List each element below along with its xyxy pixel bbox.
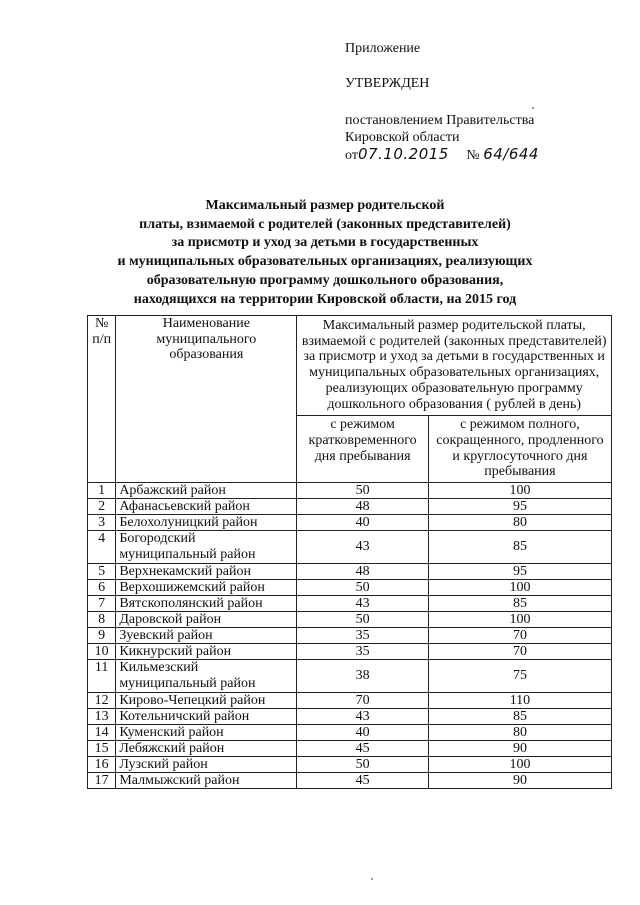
header-short-stay: с режимом кратковременного дня пребывания bbox=[297, 416, 429, 483]
row-short-stay-fee: 43 bbox=[297, 531, 429, 564]
row-number: 6 bbox=[88, 580, 116, 596]
row-short-stay-fee: 50 bbox=[297, 757, 429, 773]
row-number: 10 bbox=[88, 644, 116, 660]
decree-line-2: Кировской области bbox=[345, 130, 460, 145]
row-full-stay-fee: 85 bbox=[428, 596, 611, 612]
row-district-name: Котельничский район bbox=[116, 709, 297, 725]
table-row bbox=[88, 596, 612, 612]
title-line: за присмотр и уход за детьми в государственных bbox=[171, 235, 479, 251]
row-full-stay-fee: 85 bbox=[428, 709, 611, 725]
row-district-name: Белохолуницкий район bbox=[116, 515, 297, 531]
table-row bbox=[88, 773, 612, 789]
row-full-stay-fee: 90 bbox=[428, 741, 611, 757]
row-short-stay-fee: 40 bbox=[297, 515, 429, 531]
header-number-line2: п/п bbox=[92, 331, 112, 347]
date-prefix: от bbox=[345, 148, 358, 163]
row-district-name: Куменский район bbox=[116, 725, 297, 741]
scan-speck bbox=[371, 878, 373, 880]
row-number: 5 bbox=[88, 564, 116, 580]
table-row bbox=[88, 483, 612, 499]
row-short-stay-fee: 48 bbox=[297, 499, 429, 515]
row-number: 9 bbox=[88, 628, 116, 644]
row-district-name: Лебяжский район bbox=[116, 741, 297, 757]
row-district-name: Даровской район bbox=[116, 612, 297, 628]
table-row bbox=[88, 580, 612, 596]
header-number-line1: № bbox=[94, 316, 109, 331]
row-district-name: Лузский район bbox=[116, 757, 297, 773]
table-row bbox=[88, 564, 612, 580]
title-line: Максимальный размер родительской bbox=[205, 198, 445, 213]
row-number: 7 bbox=[88, 596, 116, 612]
row-number: 3 bbox=[88, 515, 116, 531]
row-district-name: Вятскополянский район bbox=[116, 596, 297, 612]
row-number: 16 bbox=[88, 757, 116, 773]
decree-line-1: постановлением Правительства bbox=[345, 113, 535, 128]
appendix-block bbox=[345, 40, 539, 164]
scan-speck bbox=[532, 107, 534, 109]
row-number: 4 bbox=[88, 531, 116, 564]
row-full-stay-fee: 100 bbox=[428, 757, 611, 773]
row-number: 17 bbox=[88, 773, 116, 789]
row-short-stay-fee: 38 bbox=[297, 660, 429, 693]
table-row bbox=[88, 628, 612, 644]
table-row bbox=[88, 612, 612, 628]
table-row bbox=[88, 709, 612, 725]
row-number: 2 bbox=[88, 499, 116, 515]
row-district-name: Афанасьевский район bbox=[116, 499, 297, 515]
row-short-stay-fee: 43 bbox=[297, 709, 429, 725]
number-prefix: № bbox=[466, 148, 480, 163]
row-short-stay-fee: 43 bbox=[297, 596, 429, 612]
header-max-fee: Максимальный размер родительской платы, взимаемой с родителей (законных представителей) за присмотр и уход за детьми в государственных и муниципальных образовательных организациях, реализующих образовательную программу дошкольного образования ( рублей в день) bbox=[297, 316, 612, 416]
row-number: 15 bbox=[88, 741, 116, 757]
row-full-stay-fee: 95 bbox=[428, 564, 611, 580]
row-number: 12 bbox=[88, 693, 116, 709]
table-row bbox=[88, 644, 612, 660]
row-full-stay-fee: 70 bbox=[428, 644, 611, 660]
row-short-stay-fee: 50 bbox=[297, 612, 429, 628]
table-row bbox=[88, 741, 612, 757]
header-number bbox=[88, 316, 116, 483]
row-district-name: Арбажский район bbox=[116, 483, 297, 499]
row-full-stay-fee: 85 bbox=[428, 531, 611, 564]
table-row bbox=[88, 660, 612, 693]
decree-number: 64/644 bbox=[483, 145, 539, 163]
fee-table bbox=[87, 315, 612, 789]
row-district-name: Малмыжский район bbox=[116, 773, 297, 789]
table-header-row bbox=[88, 316, 612, 416]
row-full-stay-fee: 110 bbox=[428, 693, 611, 709]
row-short-stay-fee: 35 bbox=[297, 644, 429, 660]
row-district-name: Богородский муниципальный район bbox=[116, 531, 297, 564]
decree-date: 07.10.2015 bbox=[357, 145, 449, 163]
table-row bbox=[88, 725, 612, 741]
row-full-stay-fee: 95 bbox=[428, 499, 611, 515]
table-row bbox=[88, 531, 612, 564]
appendix-label: Приложение bbox=[345, 41, 421, 56]
row-short-stay-fee: 70 bbox=[297, 693, 429, 709]
row-full-stay-fee: 80 bbox=[428, 725, 611, 741]
row-short-stay-fee: 50 bbox=[297, 580, 429, 596]
table-row bbox=[88, 499, 612, 515]
row-full-stay-fee: 100 bbox=[428, 580, 611, 596]
row-district-name: Кильмезский муниципальный район bbox=[116, 660, 297, 693]
row-number: 13 bbox=[88, 709, 116, 725]
row-full-stay-fee: 75 bbox=[428, 660, 611, 693]
table-row bbox=[88, 515, 612, 531]
row-short-stay-fee: 50 bbox=[297, 483, 429, 499]
header-name: Наименование муниципального образования bbox=[116, 316, 297, 483]
title-line: и муниципальных образовательных организациях, реализующих bbox=[117, 254, 533, 270]
table-row bbox=[88, 693, 612, 709]
row-full-stay-fee: 70 bbox=[428, 628, 611, 644]
row-number: 8 bbox=[88, 612, 116, 628]
row-short-stay-fee: 35 bbox=[297, 628, 429, 644]
row-district-name: Кирово-Чепецкий район bbox=[116, 693, 297, 709]
row-short-stay-fee: 45 bbox=[297, 773, 429, 789]
row-short-stay-fee: 40 bbox=[297, 725, 429, 741]
row-full-stay-fee: 80 bbox=[428, 515, 611, 531]
row-number: 11 bbox=[88, 660, 116, 693]
row-short-stay-fee: 45 bbox=[297, 741, 429, 757]
approved-label: УТВЕРЖДЕН bbox=[345, 76, 430, 91]
row-full-stay-fee: 90 bbox=[428, 773, 611, 789]
header-full-stay: с режимом полного, сокращенного, продленного и круглосуточного дня пребывания bbox=[428, 416, 611, 483]
row-short-stay-fee: 48 bbox=[297, 564, 429, 580]
row-number: 14 bbox=[88, 725, 116, 741]
title-line: образовательную программу дошкольного образования, bbox=[146, 272, 504, 288]
row-full-stay-fee: 100 bbox=[428, 483, 611, 499]
decree-date-line bbox=[345, 146, 539, 164]
row-full-stay-fee: 100 bbox=[428, 612, 611, 628]
row-district-name: Верхнекамский район bbox=[116, 564, 297, 580]
title-line: платы, взимаемой с родителей (законных представителей) bbox=[139, 216, 511, 232]
title-line: находящихся на территории Кировской области, на 2015 год bbox=[133, 291, 517, 307]
row-number: 1 bbox=[88, 483, 116, 499]
row-district-name: Кикнурский район bbox=[116, 644, 297, 660]
document-title bbox=[90, 197, 560, 309]
row-district-name: Верхошижемский район bbox=[116, 580, 297, 596]
row-district-name: Зуевский район bbox=[116, 628, 297, 644]
table-row bbox=[88, 757, 612, 773]
